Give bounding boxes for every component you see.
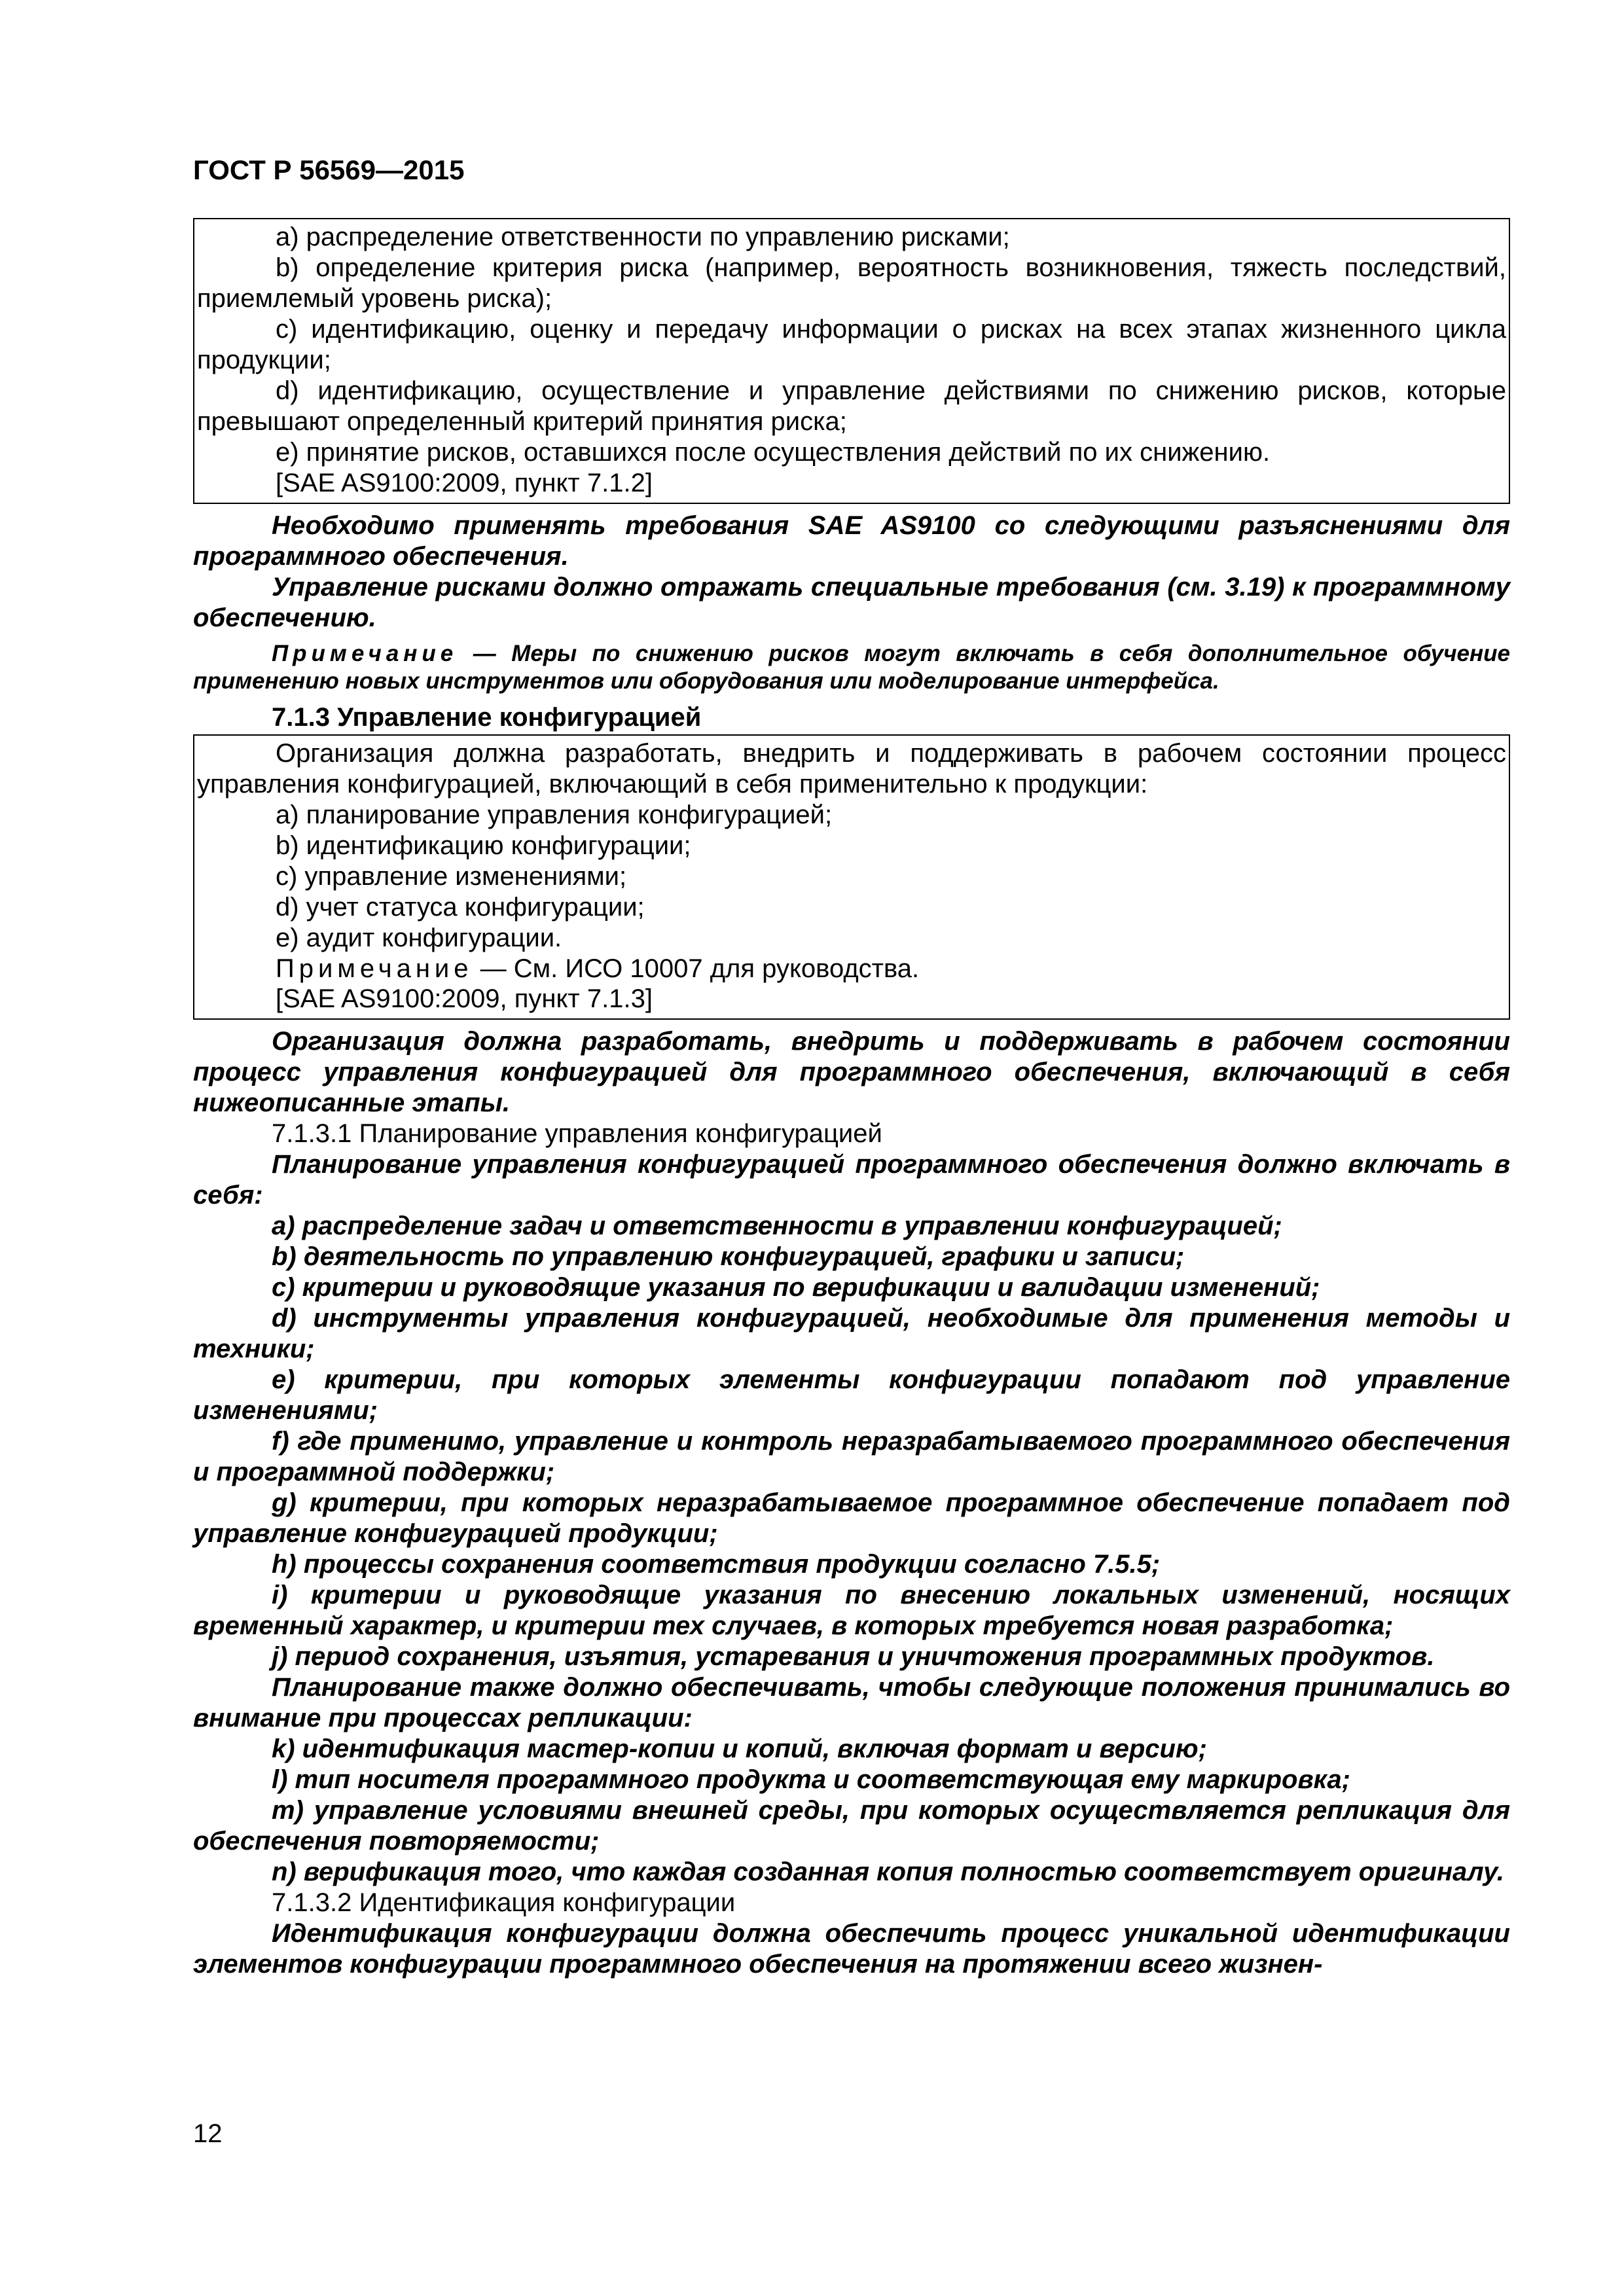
planning-item-a: a) распределение задач и ответственности в управлении конфигурацией;: [272, 1211, 1282, 1240]
planning-item-i: i) критерии и руководящие указания по внесению локальных изменений, носящих временный характер, и критерии тех случаев, в которых требуется новая разработка;: [193, 1581, 1510, 1640]
note-dash: —: [473, 641, 496, 666]
section-title-7-1-3-2: 7.1.3.2 Идентификация конфигурации: [272, 1888, 736, 1917]
note-label: Примечание: [272, 641, 458, 666]
replication-item-m: m) управление условиями внешней среды, при которых осуществляется репликация для обеспечения повторяемости;: [193, 1796, 1510, 1856]
box2-note-text: — См. ИСО 10007 для руководства.: [480, 954, 920, 983]
section-title-7-1-3: 7.1.3 Управление конфигурацией: [272, 703, 702, 732]
box1-item-a: a) распределение ответственности по управлению рисками;: [276, 223, 1010, 251]
planning-item-c: c) критерии и руководящие указания по верификации и валидации изменений;: [272, 1273, 1320, 1302]
note-text: Меры по снижению рисков могут включать в себя дополнительное обучение применению новых инструментов или оборудования или моделирование интерфейса.: [193, 641, 1510, 694]
box2-item-d: d) учет статуса конфигурации;: [276, 893, 645, 922]
paragraph-org-config-process: Организация должна разработать, внедрить и поддерживать в рабочем состоянии процесс управления конфигурацией для программного обеспечения, включающий в себя нижеописанные этапы.: [193, 1027, 1510, 1117]
paragraph-risk-management: Управление рисками должно отражать специальные требования (см. 3.19) к программному обеспечению.: [193, 573, 1510, 632]
paragraph-config-identification: Идентификация конфигурации должна обеспечить процесс уникальной идентификации элементов конфигурации программного обеспечения на протяжении всего жизнен-: [193, 1919, 1510, 1979]
replication-intro: Планирование также должно обеспечивать, чтобы следующие положения принимались во внимание при процессах репликации:: [193, 1673, 1510, 1732]
planning-item-f: f) где применимо, управление и контроль неразрабатываемого программного обеспечения и программной поддержки;: [193, 1427, 1510, 1486]
planning-item-d: d) инструменты управления конфигурацией, необходимые для применения методы и техники;: [193, 1304, 1510, 1363]
box2-item-b: b) идентификацию конфигурации;: [276, 831, 691, 860]
replication-item-n: n) верификация того, что каждая созданная копия полностью соответствует оригиналу.: [272, 1857, 1504, 1886]
planning-item-b: b) деятельность по управлению конфигурацией, графики и записи;: [272, 1242, 1185, 1271]
paragraph-sae-requirements: Необходимо применять требования SAE AS9100 со следующими разъяснениями для программного обеспечения.: [193, 511, 1510, 571]
planning-item-e: e) критерии, при которых элементы конфигурации попадают под управление изменениями;: [193, 1365, 1510, 1425]
box2-note: [197, 954, 1506, 984]
box2-item-a: a) планирование управления конфигурацией;: [276, 800, 833, 829]
box1-item-d: d) идентификацию, осуществление и управление действиями по снижению рисков, которые превышают определенный критерий принятия риска;: [197, 376, 1506, 436]
box1-item-b: b) определение критерия риска (например, вероятность возникновения, тяжесть последствий, приемлемый уровень риска);: [197, 253, 1506, 313]
page-content: [193, 218, 1510, 1980]
quote-box-7-1-3: [193, 734, 1510, 1020]
box2-intro: Организация должна разработать, внедрить и поддерживать в рабочем состоянии процесс управления конфигурацией, включающий в себя применительно к продукции:: [197, 739, 1506, 798]
box1-item-e: e) принятие рисков, оставшихся после осуществления действий по их снижению.: [276, 438, 1271, 467]
box2-reference: [SAE AS9100:2009, пункт 7.1.3]: [276, 984, 653, 1013]
replication-item-l: l) тип носителя программного продукта и соответствующая ему маркировка;: [272, 1765, 1350, 1794]
replication-item-k: k) идентификация мастер-копии и копий, включая формат и версию;: [272, 1734, 1207, 1763]
planning-intro: Планирование управления конфигурацией программного обеспечения должно включать в себя:: [193, 1150, 1510, 1210]
box1-item-c: c) идентификацию, оценку и передачу информации о рисках на всех этапах жизненного цикла продукции;: [197, 315, 1506, 374]
planning-item-h: h) процессы сохранения соответствия продукции согласно 7.5.5;: [272, 1550, 1161, 1579]
doc-header: ГОСТ Р 56569—2015: [193, 154, 465, 185]
page-number: 12: [193, 2119, 223, 2148]
box2-note-label: Примечание: [276, 954, 473, 983]
planning-item-j: j) период сохранения, изъятия, устаревания и уничтожения программных продуктов.: [272, 1642, 1435, 1671]
planning-item-g: g) критерии, при которых неразрабатываемое программное обеспечение попадает под управление конфигурацией продукции;: [193, 1488, 1510, 1548]
note-risk-measures: [193, 640, 1510, 695]
section-title-7-1-3-1: 7.1.3.1 Планирование управления конфигурацией: [272, 1119, 882, 1148]
box2-item-c: c) управление изменениями;: [276, 862, 627, 891]
quote-box-7-1-2: [193, 218, 1510, 504]
box1-reference: [SAE AS9100:2009, пункт 7.1.2]: [276, 469, 653, 497]
box2-item-e: e) аудит конфигурации.: [276, 924, 562, 952]
